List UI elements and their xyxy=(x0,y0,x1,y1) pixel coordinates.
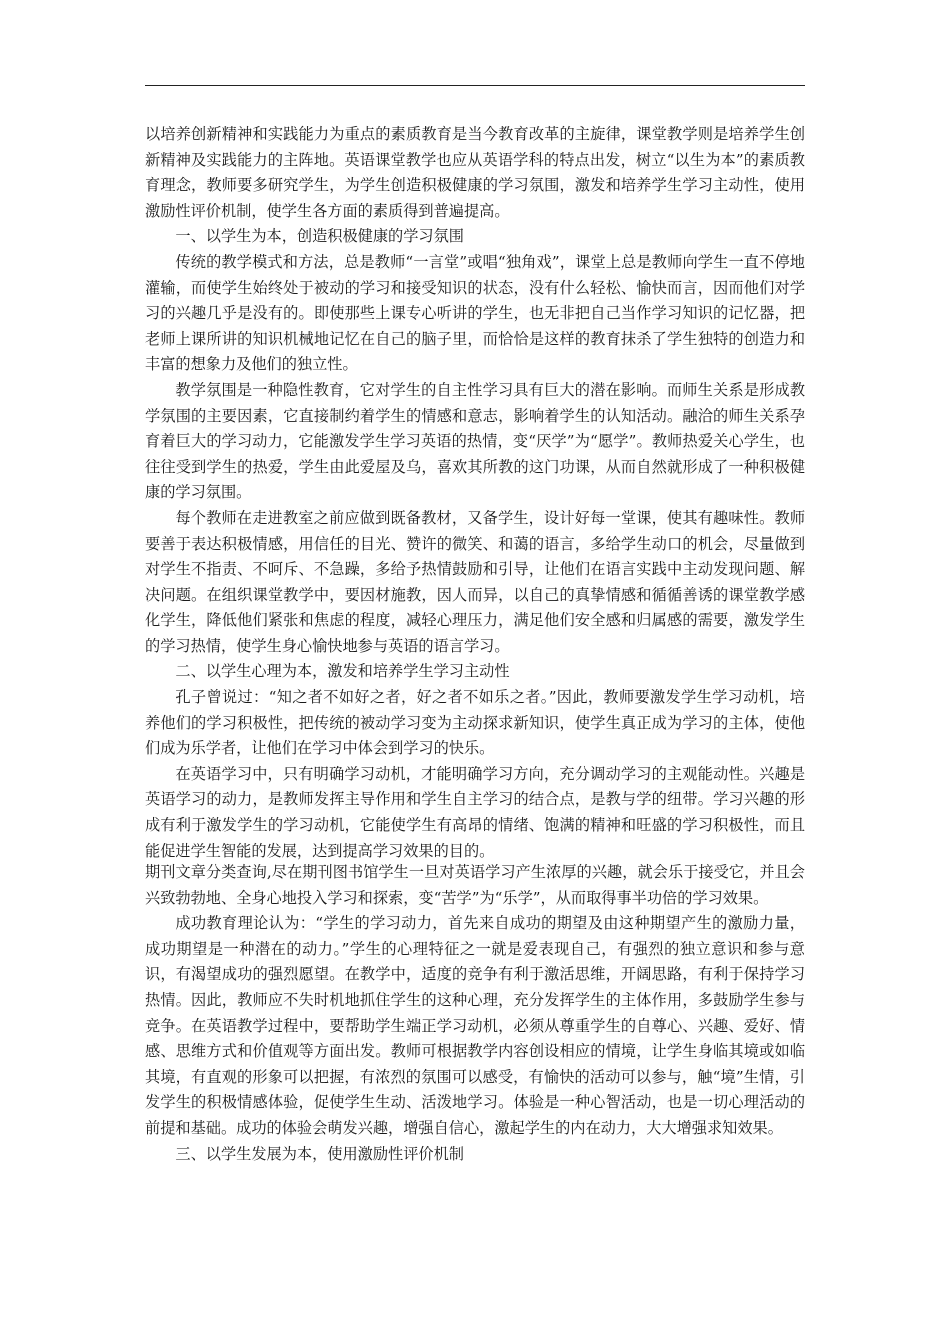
section-2-heading: 二、以学生心理为本，激发和培养学生学习主动性 xyxy=(175,662,510,681)
section-1-paragraph: 每个教师在走进教室之前应做到既备教材，又备学生，设计好每一堂课，使其有趣味性。教师要善于表达积极情感，用信任的目光、赞许的微笑、和蔼的语言，多给学生动口的机会，尽量做到对学生不指责、不呵斥、不急躁，多给予热情鼓励和引导，让他们在语言实践中主动发现问题、解决问题。在组织课堂教学中，要因材施教，因人而异，以自己的真挚情感和循循善诱的课堂教学感化学生，降低他们紧张和焦虑的程度，减轻心理压力，满足他们安全感和归属感的需要，激发学生的学习热情，使学生身心愉快地参与英语的语言学习。 xyxy=(145,508,805,655)
article-body-lower xyxy=(145,860,805,1167)
article-body-upper xyxy=(145,122,805,864)
section-1-paragraph: 传统的教学模式和方法，总是教师“一言堂”或唱“独角戏”，课堂上总是教师向学生一直不停地灌输，而使学生始终处于被动的学习和接受知识的状态，没有什么轻松、愉快而言，因而他们对学习的兴趣几乎是没有的。即使那些上课专心听讲的学生，也无非把自己当作学习知识的记忆器，把老师上课所讲的知识机械地记忆在自己的脑子里，而恰恰是这样的教育抹杀了学生独特的创造力和丰富的想象力及他们的独立性。 xyxy=(145,252,805,374)
section-2-paragraph: 孔子曾说过：“知之者不如好之者，好之者不如乐之者。”因此，教师要激发学生学习动机，培养他们的学习积极性，把传统的被动学习变为主动探求新知识，使学生真正成为学习的主体，使他们成为乐学者，让他们在学习中体会到学习的快乐。 xyxy=(145,688,805,758)
section-1-heading: 一、以学生为本，创造积极健康的学习氛围 xyxy=(175,227,464,246)
section-2-paragraph: 成功教育理论认为：“学生的学习动力，首先来自成功的期望及由这种期望产生的激励力量，成功期望是一种潜在的动力。”学生的心理特征之一就是爱表现自己，有强烈的独立意识和参与意识，有渴望成功的强烈愿望。在教学中，适度的竞争有利于激活思维，开阔思路，有利于保持学习热情。因此，教师应不失时机地抓住学生的这种心理，充分发挥学生的主体作用，多鼓励学生参与竞争。在英语教学过程中，要帮助学生端正学习动机，必须从尊重学生的自尊心、兴趣、爱好、情感、思维方式和价值观等方面出发。教师可根据教学内容创设相应的情境，让学生身临其境或如临其境，有直观的形象可以把握，有浓烈的氛围可以感受，有愉快的活动可以参与，触“境”生情，引发学生的积极情感体验，促使学生生动、活泼地学习。体验是一种心智活动，也是一切心理活动的前提和基础。成功的体验会萌发兴趣，增强自信心，激起学生的内在动力，大大增强求知效果。 xyxy=(145,914,805,1137)
section-3-heading: 三、以学生发展为本，使用激励性评价机制 xyxy=(175,1144,464,1163)
section-2-continuation: 期刊文章分类查询,尽在期刊图书馆学生一旦对英语学习产生浓厚的兴趣，就会乐于接受它，并且会兴致勃勃地、全身心地投入学习和探索，变“苦学”为“乐学”，从而取得事半功倍的学习效果。 xyxy=(145,863,805,907)
section-2-paragraph: 在英语学习中，只有明确学习动机，才能明确学习方向，充分调动学习的主观能动性。兴趣是英语学习的动力，是教师发挥主导作用和学生自主学习的结合点，是教与学的纽带。学习兴趣的形成有利于激发学生的学习动机，它能使学生有高昂的情绪、饱满的精神和旺盛的学习积极性，而且能促进学生智能的发展，达到提高学习效果的目的。 xyxy=(145,764,805,860)
header-rule xyxy=(145,85,805,86)
section-1-paragraph: 教学氛围是一种隐性教育，它对学生的自主性学习具有巨大的潜在影响。而师生关系是形成教学氛围的主要因素，它直接制约着学生的情感和意志，影响着学生的认知活动。融洽的师生关系孕育着巨大的学习动力，它能激发学生学习英语的热情，变“厌学”为“愿学”。教师热爱关心学生，也往往受到学生的热爱，学生由此爱屋及乌，喜欢其所教的这门功课，从而自然就形成了一种积极健康的学习氛围。 xyxy=(145,380,805,502)
intro-paragraph: 以培养创新精神和实践能力为重点的素质教育是当今教育改革的主旋律，课堂教学则是培养学生创新精神及实践能力的主阵地。英语课堂教学也应从英语学科的特点出发，树立“以生为本”的素质教育理念，教师要多研究学生，为学生创造积极健康的学习氛围，激发和培养学生学习主动性，使用激励性评价机制，使学生各方面的素质得到普遍提高。 xyxy=(145,125,805,220)
